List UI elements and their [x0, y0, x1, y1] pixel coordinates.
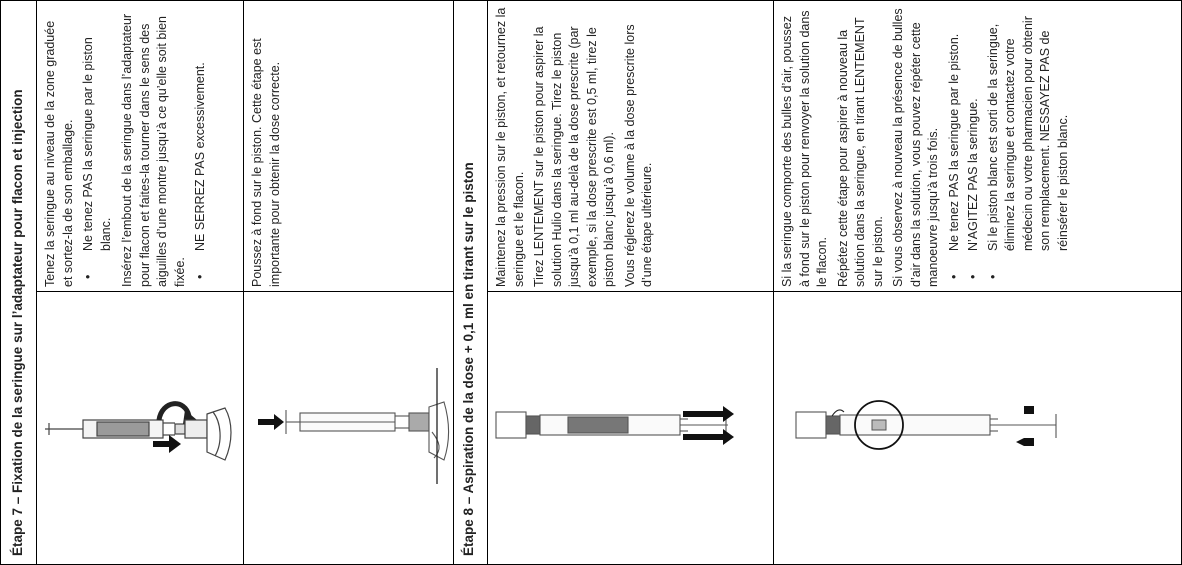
plunger-pull-illustration [488, 292, 772, 564]
step7-title: Étape 7 – Fixation de la seringue sur l’adaptateur pour flacon et injection [10, 89, 25, 556]
paragraph: Maintenez la pression sur le piston, et retournez la seringue et le flacon. [494, 7, 526, 287]
air-bubble-illustration [774, 292, 1180, 564]
paragraph: Vous réglerez le volume à la dose prescrite lors d’une étape ultérieure. [622, 24, 654, 287]
paragraph: Tenez la seringue au niveau de la zone graduée et sortez-la de son emballage. [43, 20, 75, 287]
paragraph: Insérez l’embout de la seringue dans l’adaptateur pour flacon et faites-la tourner dans le sens des aiguilles d’une montre jusqu’à ce qu’elle soit bien fixée. [120, 13, 187, 287]
list-item: • NE SERREZ PAS excessivement. [192, 7, 210, 251]
step8-row2-text [779, 7, 1177, 287]
step8-title: Étape 8 – Aspiration de la dose + 0,1 ml en tirant sur le piston [461, 162, 476, 556]
list-item: • N’AGITEZ PAS la seringue. [965, 7, 983, 251]
step8-row1-text [493, 7, 769, 287]
bullet-list [80, 7, 115, 287]
step7-row2-text [249, 7, 449, 287]
paragraph: Répétez cette étape pour aspirer à nouveau la solution dans la seringue, en tirant LENTEMENT sur le piston. [835, 17, 885, 287]
list-item: • Si le piston blanc est sorti de la seringue, éliminez la seringue et contactez votre médecin ou votre pharmacien pour obtenir son remplacement. NESSAYEZ PAS de réinsérer le piston blanc. [985, 7, 1073, 251]
syringe-attach-illustration [37, 292, 242, 564]
divider [453, 0, 454, 565]
paragraph: Si vous observez à nouveau la présence de bulles d’air dans la solution, vous pouvez répéter cette manoeuvre jusqu’à trois fois. [891, 8, 940, 287]
bullet-list [192, 7, 210, 287]
list-item: • Ne tenez PAS la seringue par le piston. [946, 7, 964, 251]
step7-row1-text [42, 7, 242, 287]
paragraph: Tirez LENTEMENT sur le piston pour aspirer la solution Hulio dans la seringue. Tirez le piston jusqu’à 0,1 ml au-delà de la dose prescrite (par exemple, si la dose prescrite est 0,5 ml, tirez le piston blanc jusqu’à 0,6 ml). [532, 26, 616, 287]
plunger-push-illustration [244, 292, 452, 564]
paragraph: Si la seringue comporte des bulles d’air, poussez à fond sur le piston pour renvoyer la solution dans le flacon. [780, 10, 829, 287]
paragraph: Poussez à fond sur le piston. Cette étape est importante pour obtenir la dose correcte. [250, 38, 282, 287]
bullet-list [946, 7, 1073, 287]
list-item: • Ne tenez PAS la seringue par le piston blanc. [80, 7, 115, 251]
